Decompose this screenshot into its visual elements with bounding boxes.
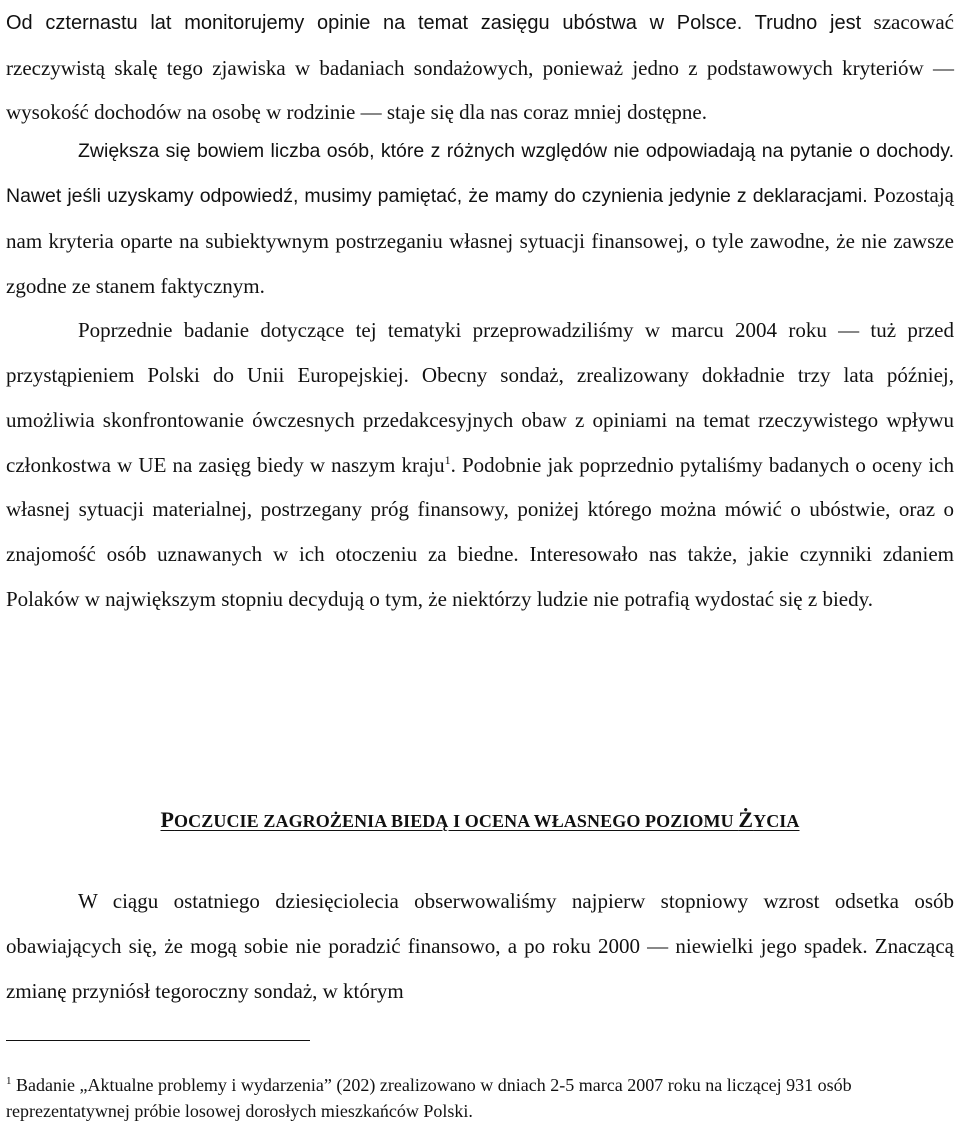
intro-text-serif: szacować rzeczywistą skalę tego zjawiska w badaniach sondażowych, ponieważ jedno z podstawowych kryteriów — wysokość dochodów na osobę w rodzinie — staje się dla nas coraz mniej dostępne.	[6, 10, 954, 125]
document-page	[6, 0, 954, 622]
paragraph-income-criteria-serif: Pozostają nam kryteria oparte na subiektywnym postrzeganiu własnej sytuacji finansowej, o tyle zawodne, że nie zawsze zgodne ze stanem faktycznym.	[6, 183, 954, 298]
footnote-number: 1	[6, 1075, 12, 1087]
heading-initial: P	[160, 807, 175, 832]
heading-initial-z: Ż	[738, 807, 754, 832]
paragraph-income-criteria-sans: Zwiększa się bowiem liczba osób, które z różnych względów nie odpowiadają na pytanie o dochody. Nawet jeśli uzyskamy odpowiedź, musimy pamiętać, że mamy do czynienia jedynie z deklaracjami.	[6, 139, 954, 208]
footnote-divider	[6, 1040, 310, 1041]
footnote-text: Badanie „Aktualne problemy i wydarzenia” (202) zrealizowano w dniach 2-5 marca 2007 roku na liczącej 931 osób reprezentatywnej próbie losowej dorosłych mieszkańców Polski.	[6, 1075, 852, 1121]
footnote-reference[interactable]: 1	[444, 452, 451, 467]
paragraph-previous-study-text-cont: . Podobnie jak poprzednio pytaliśmy badanych o oceny ich własnej sytuacji materialnej, postrzegany próg finansowy, poniżej którego można mówić o ubóstwie, oraz o znajomość osób uznawanych w ich otoczeniu za biedne. Interesowało nas także, jakie czynniki zdaniem Polaków w największym stopniu decydują o tym, że niektórzy ludzie nie potrafią wydostać się z biedy.	[6, 452, 954, 611]
section-heading	[6, 807, 954, 833]
footnote	[6, 1072, 954, 1124]
paragraph-previous-study-text: Poprzednie badanie dotyczące tej tematyki przeprowadziliśmy w marcu 2004 roku — tuż przed przystąpieniem Polski do Unii Europejskiej. Obecny sondaż, zrealizowany dokładnie trzy lata później, umożliwia skonfrontowanie ówczesnych przedakcesyjnych obaw z opiniami na temat rzeczywistego wpływu członkostwa w UE na zasięg biedy w naszym kraju	[6, 318, 954, 477]
intro-paragraph	[6, 0, 954, 135]
paragraph-previous-study	[6, 308, 954, 622]
intro-line-sans: Od czternastu lat monitorujemy opinie na temat zasięgu ubóstwa w Polsce. Trudno jest	[6, 12, 862, 34]
heading-text-2: YCIA	[753, 811, 800, 831]
heading-text-1: OCZUCIE ZAGROŻENIA BIEDĄ I OCENA WŁASNEGO POZIOMU	[174, 811, 739, 831]
paragraph-income-criteria	[6, 128, 954, 308]
paragraph-poverty-fear: W ciągu ostatniego dziesięciolecia obserwowaliśmy najpierw stopniowy wzrost odsetka osób obawiających się, że mogą sobie nie poradzić finansowo, a po roku 2000 — niewielki jego spadek. Znaczącą zmianę przyniósł tegoroczny sondaż, w którym	[6, 889, 954, 1003]
